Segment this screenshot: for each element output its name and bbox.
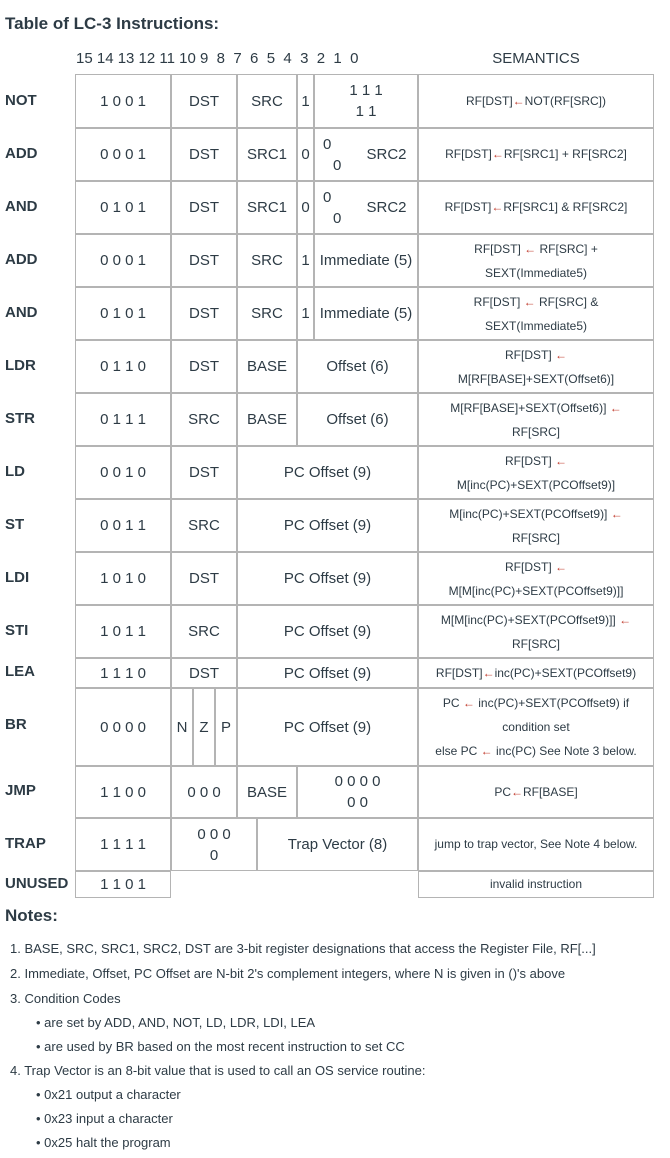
note-1: 1. BASE, SRC, SRC1, SRC2, DST are 3-bit register designations that access the Register File, RF[...] <box>10 941 596 956</box>
semantics-cell <box>418 688 654 766</box>
note-4a-text: 0x21 output a character <box>44 1087 181 1102</box>
arrow-icon: ← <box>512 93 525 108</box>
opcode-field: 1 1 1 1 <box>75 818 171 871</box>
bit5-field: 0 <box>297 181 314 234</box>
src1-field: SRC1 <box>237 128 297 181</box>
semantics-cell: invalid instruction <box>418 871 654 898</box>
note-4c: • 0x25 halt the program <box>36 1135 171 1150</box>
base-field: BASE <box>237 393 297 446</box>
src-field: SRC <box>237 287 297 340</box>
dst-field: DST <box>171 74 237 128</box>
opcode-field: 1 0 1 1 <box>75 605 171 658</box>
semantics-line-2: RF[SRC] <box>512 636 560 651</box>
op-jmp: JMP <box>5 782 36 799</box>
semantics-header: SEMANTICS <box>492 50 580 67</box>
note-4: 4. Trap Vector is an 8-bit value that is used to call an OS service routine: <box>10 1063 426 1078</box>
arrow-icon: ← <box>482 665 495 680</box>
arrow-icon: ← <box>610 506 623 521</box>
op-add-register: ADD <box>5 145 38 162</box>
ones-line-2: 1 1 <box>355 103 377 120</box>
bit5-field: 0 <box>297 128 314 181</box>
semantics-line-2: RF[SRC] <box>512 530 560 545</box>
zero-bit: 0 <box>333 156 342 174</box>
arrow-icon: ← <box>555 453 567 468</box>
arrow-icon: ← <box>491 147 504 161</box>
semantics-line-1: M[inc(PC)+SEXT(PCOffset9)] ← <box>449 506 623 521</box>
dst-field: DST <box>171 552 237 605</box>
src-field: SRC <box>171 393 237 446</box>
semantics-cell <box>418 446 654 499</box>
arrow-icon: ← <box>619 612 632 627</box>
semantics-cell <box>418 605 654 658</box>
op-ldr: LDR <box>5 357 36 374</box>
op-ld: LD <box>5 463 25 480</box>
offset6-field: Offset (6) <box>297 393 418 446</box>
arrow-icon: ← <box>491 200 504 214</box>
immediate-field: Immediate (5) <box>314 287 418 340</box>
zero-bits-line-2: 0 0 <box>347 794 368 811</box>
op-add-immediate: ADD <box>5 251 38 268</box>
opcode-field: 1 1 0 1 <box>75 871 171 898</box>
note-3a: • are set by ADD, AND, NOT, LD, LDR, LDI, LEA <box>36 1015 316 1030</box>
dst-field: DST <box>171 234 237 287</box>
zero-bits-field <box>314 181 356 234</box>
op-and-immediate: AND <box>5 304 38 321</box>
note-4b-text: 0x23 input a character <box>44 1111 173 1126</box>
src2-field: SRC2 <box>356 181 418 234</box>
notes-heading: Notes: <box>5 906 58 925</box>
pc-offset9-field: PC Offset (9) <box>237 688 418 766</box>
opcode-field: 0 0 0 0 <box>75 688 171 766</box>
p-bit-field: P <box>215 688 237 766</box>
arrow-icon: ← <box>555 559 567 574</box>
pc-offset9-field: PC Offset (9) <box>237 552 418 605</box>
semantics-cell <box>418 340 654 393</box>
zero-bit: 0 <box>333 209 342 227</box>
ones-line-1: 1 1 1 <box>349 82 383 99</box>
opcode-field: 0 1 1 0 <box>75 340 171 393</box>
op-str: STR <box>5 410 35 427</box>
op-ldi: LDI <box>5 569 30 586</box>
pc-offset9-field: PC Offset (9) <box>237 605 418 658</box>
semantics-line-2: SEXT(Immediate5) <box>484 265 588 280</box>
zero-bit: 0 <box>323 135 332 153</box>
bit5-field: 1 <box>297 287 314 340</box>
zero-bits-line-1: 0 0 0 <box>197 825 231 843</box>
trap-vector-field: Trap Vector (8) <box>257 818 418 871</box>
semantics-line-1: RF[DST] ← <box>505 453 567 468</box>
op-unused: UNUSED <box>5 875 69 892</box>
pc-offset9-field: PC Offset (9) <box>237 499 418 552</box>
semantics-line-1: RF[DST] ← RF[SRC] + <box>474 241 598 256</box>
src1-field: SRC1 <box>237 181 297 234</box>
note-4a: • 0x21 output a character <box>36 1087 181 1102</box>
op-br: BR <box>5 716 27 733</box>
opcode-field: 1 1 1 0 <box>75 658 171 688</box>
arrow-icon: ← <box>609 400 622 415</box>
note-3: 3. Condition Codes <box>10 991 121 1006</box>
opcode-field: 1 1 0 0 <box>75 766 171 818</box>
semantics-line-1: RF[DST] ← RF[SRC] & <box>473 294 599 309</box>
semantics-line-2: condition set <box>502 720 570 734</box>
semantics-line-2: SEXT(Immediate5) <box>484 318 588 333</box>
op-st: ST <box>5 516 25 533</box>
src-field: SRC <box>171 499 237 552</box>
opcode-field: 1 0 0 1 <box>75 74 171 128</box>
immediate-field: Immediate (5) <box>314 234 418 287</box>
note-4c-text: 0x25 halt the program <box>44 1135 171 1150</box>
semantics-line-1: M[RF[BASE]+SEXT(Offset6)] ← <box>450 400 622 415</box>
semantics-line-2: M[RF[BASE]+SEXT(Offset6)] <box>457 371 615 386</box>
src-field: SRC <box>171 605 237 658</box>
dst-field: DST <box>171 287 237 340</box>
dst-field: DST <box>171 446 237 499</box>
op-lea: LEA <box>5 663 35 680</box>
note-2: 2. Immediate, Offset, PC Offset are N-bit 2's complement integers, where N is given in ()'s above <box>10 966 566 981</box>
note-3b: • are used by BR based on the most recent instruction to set CC <box>36 1039 405 1054</box>
semantics-cell: RF[DST] ← RF[SRC1] & RF[SRC2] <box>418 181 654 234</box>
arrow-icon: ← <box>480 744 493 758</box>
opcode-field: 0 0 0 1 <box>75 234 171 287</box>
zero-bits-field: 0 0 0 <box>171 766 237 818</box>
semantics-cell: RF[DST] ← RF[SRC1] + RF[SRC2] <box>418 128 654 181</box>
semantics-cell <box>418 287 654 340</box>
src-field: SRC <box>237 234 297 287</box>
semantics-cell <box>418 552 654 605</box>
zero-bits-field <box>314 128 356 181</box>
note-4b: • 0x23 input a character <box>36 1111 173 1126</box>
zero-bits-field <box>297 766 418 818</box>
opcode-field: 0 1 0 1 <box>75 181 171 234</box>
dst-field: DST <box>171 128 237 181</box>
bit5-field: 1 <box>297 234 314 287</box>
zero-bits-line-2: 0 <box>209 846 219 864</box>
pc-offset9-field: PC Offset (9) <box>237 446 418 499</box>
zero-bit: 0 <box>323 188 332 206</box>
base-field: BASE <box>237 340 297 393</box>
arrow-icon: ← <box>523 294 536 309</box>
base-field: BASE <box>237 766 297 818</box>
bit5-field: 1 <box>297 74 314 128</box>
semantics-cell: PC ← RF[BASE] <box>418 766 654 818</box>
bit-number-header: 15 14 13 12 11 10 9 8 7 6 5 4 3 2 1 0 <box>76 50 359 67</box>
semantics-line-1: RF[DST] ← <box>505 347 567 362</box>
opcode-field: 0 0 0 1 <box>75 128 171 181</box>
semantics-line-1: RF[DST] ← <box>505 559 567 574</box>
dst-field: DST <box>171 340 237 393</box>
arrow-icon: ← <box>524 241 537 256</box>
ones-field <box>314 74 418 128</box>
op-and-register: AND <box>5 198 38 215</box>
semantics-cell <box>418 234 654 287</box>
op-trap: TRAP <box>5 835 46 852</box>
opcode-field: 0 1 0 1 <box>75 287 171 340</box>
opcode-field: 1 0 1 0 <box>75 552 171 605</box>
pc-offset9-field: PC Offset (9) <box>237 658 418 688</box>
note-3b-text: are used by BR based on the most recent instruction to set CC <box>44 1039 405 1054</box>
semantics-line-3: else PC ← inc(PC) See Note 3 below. <box>435 744 637 758</box>
dst-field: DST <box>171 181 237 234</box>
src-field: SRC <box>237 74 297 128</box>
semantics-line-2: RF[SRC] <box>512 424 560 439</box>
semantics-cell: RF[DST] ← NOT(RF[SRC]) <box>418 74 654 128</box>
n-bit-field: N <box>171 688 193 766</box>
op-sti: STI <box>5 622 29 639</box>
semantics-cell: jump to trap vector, See Note 4 below. <box>418 818 654 871</box>
semantics-cell <box>418 393 654 446</box>
src2-field: SRC2 <box>356 128 418 181</box>
offset6-field: Offset (6) <box>297 340 418 393</box>
semantics-cell <box>418 499 654 552</box>
arrow-icon: ← <box>462 696 475 710</box>
zero-bits-field <box>171 818 257 871</box>
semantics-line-1: PC ← inc(PC)+SEXT(PCOffset9) if <box>442 696 630 710</box>
op-not: NOT <box>5 92 37 109</box>
opcode-field: 0 1 1 1 <box>75 393 171 446</box>
z-bit-field: Z <box>193 688 215 766</box>
arrow-icon: ← <box>555 347 567 362</box>
opcode-field: 0 0 1 1 <box>75 499 171 552</box>
arrow-icon: ← <box>510 784 523 799</box>
note-3a-text: are set by ADD, AND, NOT, LD, LDR, LDI, LEA <box>44 1015 316 1030</box>
semantics-line-2: M[M[inc(PC)+SEXT(PCOffset9)]] <box>448 583 624 598</box>
zero-bits-line-1: 0 0 0 0 <box>334 773 381 790</box>
semantics-cell: RF[DST] ← inc(PC)+SEXT(PCOffset9) <box>418 658 654 688</box>
dst-field: DST <box>171 658 237 688</box>
opcode-field: 0 0 1 0 <box>75 446 171 499</box>
semantics-line-2: M[inc(PC)+SEXT(PCOffset9)] <box>456 477 616 492</box>
page-title: Table of LC-3 Instructions: <box>5 14 220 33</box>
semantics-line-1: M[M[inc(PC)+SEXT(PCOffset9)]] ← <box>440 612 632 627</box>
